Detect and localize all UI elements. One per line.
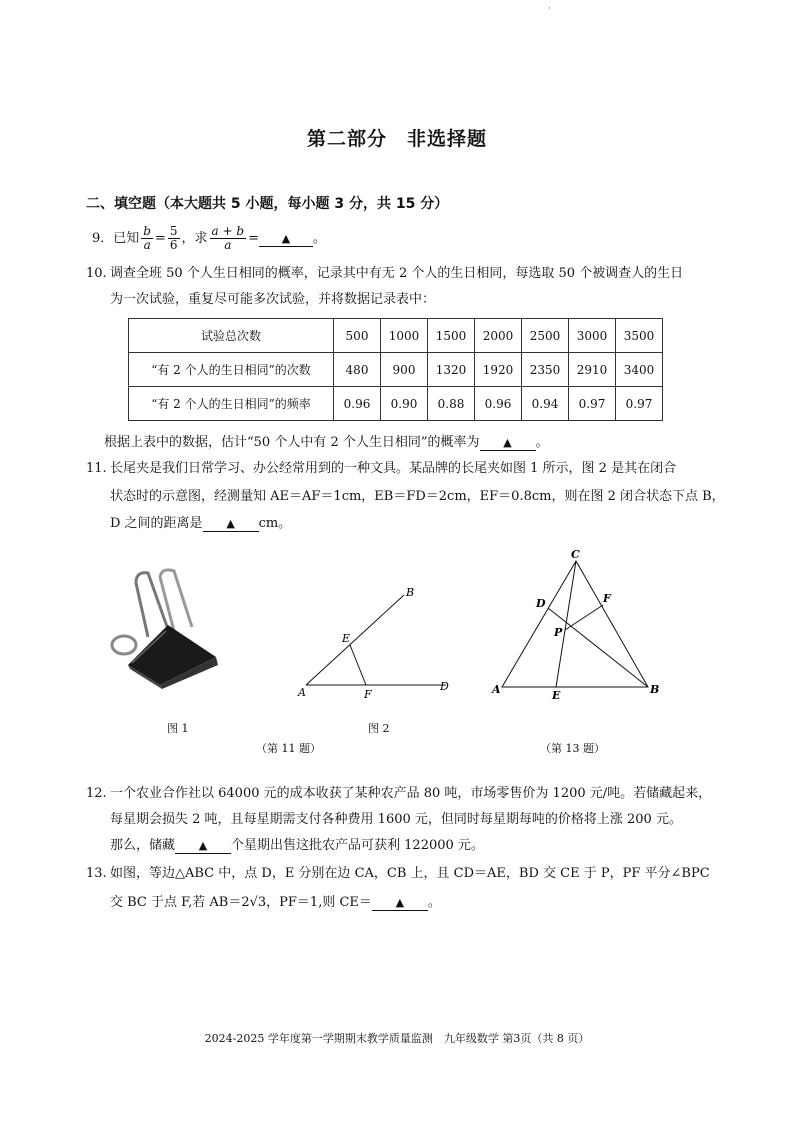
- q9-fraction-b-over-a: [141, 225, 153, 252]
- q10-number: 10.: [86, 266, 107, 281]
- q11-number: 11.: [86, 461, 107, 476]
- table-cell: 0.96: [475, 387, 522, 421]
- table-cell: 0.88: [428, 387, 475, 421]
- q13-figure-caption: （第 13 题）: [540, 742, 605, 755]
- fig13-label-F: F: [603, 592, 611, 605]
- fig2-label-E: E: [342, 632, 351, 645]
- q9-frac1-den: a: [143, 238, 151, 252]
- q10-conclusion: [104, 435, 549, 451]
- question-11-line3: [110, 516, 291, 532]
- fig2-label-A: A: [298, 686, 306, 699]
- q10-conclusion-text: 根据上表中的数据，估计“50 个人中有 2 个人生日相同”的概率为: [104, 435, 480, 450]
- binder-clip-figure: [108, 565, 228, 695]
- q11-line3-unit: cm。: [258, 516, 292, 531]
- q9-end: 。: [312, 231, 326, 246]
- q11-answer-blank[interactable]: [203, 517, 259, 532]
- table-cell: 0.96: [334, 387, 381, 421]
- fig13-label-C: C: [571, 548, 580, 561]
- table-row-label: 试验总次数: [129, 319, 334, 353]
- table-cell: 2350: [522, 353, 569, 387]
- q9-eq: =: [154, 231, 166, 246]
- question-12-line2: 每星期会损失 2 吨，且每星期需支付各种费用 1600 元，但同时每星期每吨的价格将上涨 200 元。: [110, 812, 682, 827]
- q11-figure-caption: （第 11 题）: [256, 742, 321, 755]
- q13-line1-text: 如图，等边△ABC 中，点 D，E 分别在边 CA，CB 上，且 CD＝AE，BD 交 CE 于 P，PF 平分∠BPC: [110, 866, 710, 881]
- q12-line3-text-b: 个星期出售这批农产品可获利 122000 元。: [231, 838, 484, 853]
- q12-line3-text: 那么，储藏: [110, 838, 176, 853]
- q9-fraction-5-over-6: [168, 225, 180, 252]
- q9-answer-blank[interactable]: [259, 232, 313, 247]
- q10-end: 。: [535, 435, 549, 450]
- question-11-line1: [86, 461, 676, 477]
- question-13-line1: [86, 866, 710, 882]
- table-row-label: “有 2 个人的生日相同”的次数: [129, 353, 334, 387]
- q12-line1-text: 一个农业合作社以 64000 元的成本收获了某种农产品 80 吨，市场零售价为 1200 元/吨。若储藏起来，: [110, 786, 712, 801]
- question-10-line2: 为一次试验，重复尽可能多次试验，并将数据记录表中：: [110, 292, 436, 307]
- fig13-label-E: E: [552, 689, 561, 702]
- table-cell: 0.90: [381, 387, 428, 421]
- q12-number: 12.: [86, 786, 107, 801]
- q9-blank-triangle: ▲: [281, 232, 291, 245]
- corner-mark: ·: [548, 4, 551, 14]
- table-row: [129, 319, 663, 353]
- table-cell: 0.97: [616, 387, 663, 421]
- fig13-label-B: B: [650, 683, 660, 696]
- q13-triangle-figure: [488, 545, 668, 705]
- table-cell: 900: [381, 353, 428, 387]
- q12-blank-triangle: ▲: [198, 839, 208, 852]
- q13-answer-blank[interactable]: [372, 896, 428, 911]
- fig2-label-D: D: [440, 680, 449, 693]
- q9-frac1-num: b: [143, 224, 151, 238]
- question-12-line1: [86, 786, 711, 802]
- table-row-label: “有 2 个人的生日相同”的频率: [129, 387, 334, 421]
- q9-fraction-apb-over-a: [210, 225, 247, 252]
- figure-2-diagram: [296, 580, 466, 705]
- fig1-caption: 图 1: [167, 722, 189, 735]
- q13-number: 13.: [86, 866, 107, 881]
- fig2-label-B: B: [406, 586, 415, 599]
- q9-eq2: =: [248, 231, 259, 246]
- q11-blank-triangle: ▲: [226, 517, 235, 530]
- table-cell: 3500: [616, 319, 663, 353]
- q9-text-a: 已知: [113, 231, 140, 246]
- fig2-caption: 图 2: [368, 722, 390, 735]
- table-row: [129, 387, 663, 421]
- q13-line2-text: 交 BC 于点 F,若 AB＝2√3，PF＝1,则 CE＝: [110, 895, 372, 910]
- fig13-label-P: P: [554, 626, 563, 639]
- q9-frac2-num: 5: [169, 224, 178, 238]
- fig2-label-F: F: [364, 688, 372, 701]
- q9-frac3-den: a: [224, 238, 232, 252]
- fig13-label-D: D: [536, 597, 546, 610]
- table-cell: 500: [334, 319, 381, 353]
- q10-answer-blank[interactable]: [480, 436, 536, 451]
- table-cell: 1500: [428, 319, 475, 353]
- question-12-line3: [110, 838, 484, 854]
- q13-blank-triangle: ▲: [395, 896, 405, 909]
- q12-answer-blank[interactable]: [175, 839, 231, 854]
- q10-line1-text: 调查全班 50 个人生日相同的概率，记录其中有无 2 个人的生日相同，每选取 50 个被调查人的生日: [110, 266, 684, 281]
- question-11-line2: 状态时的示意图，经测量知 AE＝AF＝1cm，EB＝FD＝2cm，EF＝0.8cm，则在图 2 闭合状态下点 B，: [110, 489, 725, 504]
- q11-line1-text: 长尾夹是我们日常学习、办公经常用到的一种文具。某品牌的长尾夹如图 1 所示，图 2 是其在闭合: [110, 461, 677, 476]
- table-cell: 1000: [381, 319, 428, 353]
- q9-text-b: ，求: [181, 231, 208, 246]
- q11-line3-text: D 之间的距离是: [110, 516, 203, 531]
- question-9: [92, 225, 326, 252]
- table-cell: 2910: [569, 353, 616, 387]
- table-row: [129, 353, 663, 387]
- section-heading: 二、填空题（本大题共 5 小题，每小题 3 分，共 15 分）: [86, 196, 449, 212]
- q9-frac3-num: a + b: [211, 224, 245, 238]
- table-cell: 1320: [428, 353, 475, 387]
- q9-frac2-den: 6: [169, 238, 178, 252]
- table-cell: 1920: [475, 353, 522, 387]
- table-cell: 2500: [522, 319, 569, 353]
- table-cell: 3000: [569, 319, 616, 353]
- table-cell: 480: [334, 353, 381, 387]
- q9-number: 9．: [92, 231, 114, 246]
- question-10-line1: [86, 266, 683, 282]
- table-cell: 2000: [475, 319, 522, 353]
- q10-data-table: [128, 318, 663, 421]
- fig13-label-A: A: [492, 683, 501, 696]
- q10-blank-triangle: ▲: [503, 436, 512, 449]
- table-cell: 0.97: [569, 387, 616, 421]
- page-footer: 2024-2025 学年度第一学期期末教学质量监测 九年级数学 第3页（共 8 页）: [204, 1032, 590, 1045]
- question-13-line2: [110, 895, 441, 911]
- part-title: 第二部分 非选择题: [306, 128, 487, 150]
- q13-end: 。: [427, 895, 441, 910]
- table-cell: 3400: [616, 353, 663, 387]
- table-cell: 0.94: [522, 387, 569, 421]
